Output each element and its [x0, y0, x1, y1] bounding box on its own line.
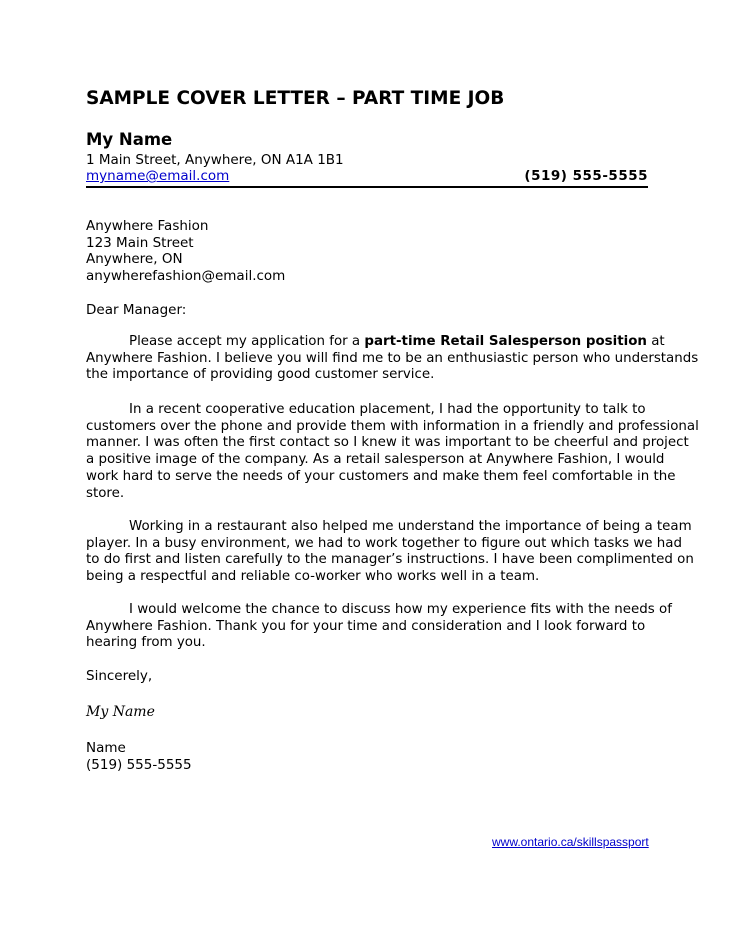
- signoff-phone: (519) 555-5555: [86, 757, 192, 773]
- paragraph-line: hearing from you.: [86, 635, 206, 651]
- body-paragraph-3: [86, 519, 694, 586]
- signoff-block: [86, 740, 192, 774]
- paragraph-line: Working in a restaurant also helped me understand the importance of being a team: [129, 519, 692, 534]
- sender-contact-row: [86, 168, 648, 188]
- paragraph-line: Anywhere Fashion. Thank you for your time and consideration and I look forward to: [86, 618, 646, 634]
- paragraph-line: player. In a busy environment, we had to work together to figure out which tasks we had: [86, 535, 682, 551]
- paragraph-line: store.: [86, 485, 125, 501]
- paragraph-line: Anywhere Fashion. I believe you will find me to be an enthusiastic person who understands: [86, 350, 699, 366]
- paragraph-line: work hard to serve the needs of your customers and make them feel comfortable in the: [86, 468, 676, 484]
- document-title: SAMPLE COVER LETTER – PART TIME JOB: [86, 88, 505, 109]
- body-paragraph-2: [86, 402, 699, 502]
- paragraph-line: the importance of providing good customer service.: [86, 367, 435, 383]
- body-paragraph-1: [86, 334, 699, 384]
- paragraph-line: a positive image of the company. As a retail salesperson at Anywhere Fashion, I would: [86, 452, 665, 468]
- body-paragraph-4: [86, 602, 672, 652]
- sender-phone: (519) 555-5555: [524, 168, 648, 184]
- position-highlight: part-time Retail Salesperson position: [364, 334, 647, 349]
- paragraph-line: customers over the phone and provide them with information in a friendly and professional: [86, 418, 699, 434]
- sender-email-link[interactable]: myname@email.com: [86, 168, 230, 184]
- sender-name: My Name: [86, 130, 173, 149]
- footer-link[interactable]: www.ontario.ca/skillspassport: [492, 835, 649, 849]
- recipient-street: 123 Main Street: [86, 234, 194, 251]
- signature: My Name: [86, 704, 155, 720]
- closing: Sincerely,: [86, 668, 153, 684]
- signoff-name: Name: [86, 740, 126, 756]
- paragraph-line: Please accept my application for a part-time Retail Salesperson position at: [129, 334, 665, 349]
- recipient-email: anywherefashion@email.com: [86, 267, 286, 284]
- paragraph-line: to do first and listen carefully to the manager’s instructions. I have been complimented on: [86, 552, 694, 568]
- recipient-company: Anywhere Fashion: [86, 218, 209, 234]
- sender-address: 1 Main Street, Anywhere, ON A1A 1B1: [86, 152, 344, 168]
- salutation: Dear Manager:: [86, 302, 187, 318]
- paragraph-line: In a recent cooperative education placement, I had the opportunity to talk to: [129, 402, 646, 417]
- paragraph-line: manner. I was often the first contact so I knew it was important to be cheerful and project: [86, 435, 689, 451]
- recipient-city: Anywhere, ON: [86, 251, 183, 267]
- recipient-address-block: [86, 218, 285, 284]
- paragraph-line: being a respectful and reliable co-worker who works well in a team.: [86, 569, 540, 585]
- paragraph-line: I would welcome the chance to discuss how my experience fits with the needs of: [129, 602, 672, 617]
